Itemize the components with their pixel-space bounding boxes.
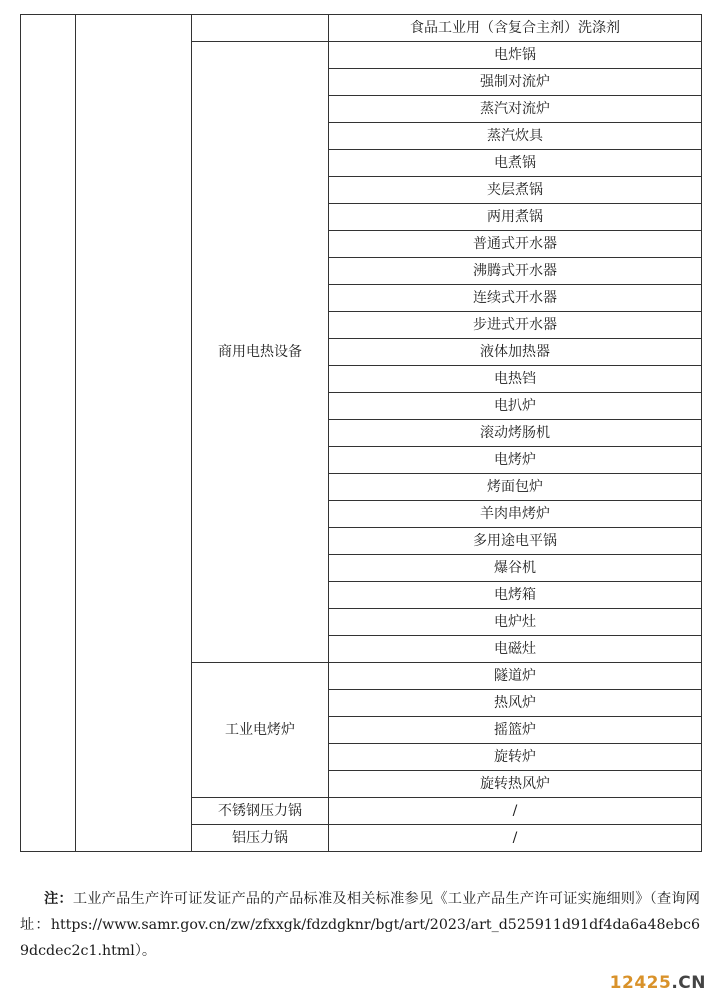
product-cell: 步进式开水器	[329, 312, 702, 339]
product-cell: 旋转炉	[329, 744, 702, 771]
footnote	[20, 886, 700, 964]
product-cell: 爆谷机	[329, 555, 702, 582]
footnote-label: 注：	[44, 891, 73, 907]
product-cell: 蒸汽对流炉	[329, 96, 702, 123]
product-cell: /	[329, 798, 702, 825]
product-cell: 羊肉串烤炉	[329, 501, 702, 528]
product-cell: 多用途电平锅	[329, 528, 702, 555]
product-cell: 夹层煮锅	[329, 177, 702, 204]
product-cell: 摇篮炉	[329, 717, 702, 744]
product-cell: 两用煮锅	[329, 204, 702, 231]
watermark-domain: .CN	[671, 973, 706, 993]
category-cell: 不锈钢压力锅	[192, 798, 329, 825]
product-cell: 连续式开水器	[329, 285, 702, 312]
table-body	[21, 15, 702, 852]
product-cell: 电煮锅	[329, 150, 702, 177]
watermark-number: 12425	[609, 973, 672, 993]
product-cell: 沸腾式开水器	[329, 258, 702, 285]
category-cell-empty	[192, 15, 329, 42]
table-row	[21, 15, 702, 42]
product-table	[20, 14, 702, 852]
product-cell: 热风炉	[329, 690, 702, 717]
product-cell: 食品工业用（含复合主剂）洗涤剂	[329, 15, 702, 42]
category-cell: 工业电烤炉	[192, 663, 329, 798]
site-watermark	[610, 973, 706, 993]
product-cell: 强制对流炉	[329, 69, 702, 96]
category-cell: 商用电热设备	[192, 42, 329, 663]
product-cell: 电磁灶	[329, 636, 702, 663]
product-cell: /	[329, 825, 702, 852]
product-cell: 电扒炉	[329, 393, 702, 420]
product-cell: 电炸锅	[329, 42, 702, 69]
product-cell: 普通式开水器	[329, 231, 702, 258]
product-cell: 烤面包炉	[329, 474, 702, 501]
product-cell: 蒸汽炊具	[329, 123, 702, 150]
blank-column-1	[21, 15, 76, 852]
category-cell: 铝压力锅	[192, 825, 329, 852]
product-cell: 液体加热器	[329, 339, 702, 366]
product-cell: 电烤箱	[329, 582, 702, 609]
blank-column-2	[76, 15, 192, 852]
product-cell: 隧道炉	[329, 663, 702, 690]
product-cell: 电炉灶	[329, 609, 702, 636]
product-cell: 滚动烤肠机	[329, 420, 702, 447]
product-cell: 电烤炉	[329, 447, 702, 474]
product-cell: 旋转热风炉	[329, 771, 702, 798]
footnote-text: 工业产品生产许可证发证产品的产品标准及相关标准参见《工业产品生产许可证实施细则》（查询网址：https://www.samr.gov.cn/zw/zfxxgk/fdzdgknr/bgt/art/2023/art_d525911d91df4da6a48ebc69dcdec2c1.html）。	[20, 891, 700, 959]
product-cell: 电热铛	[329, 366, 702, 393]
